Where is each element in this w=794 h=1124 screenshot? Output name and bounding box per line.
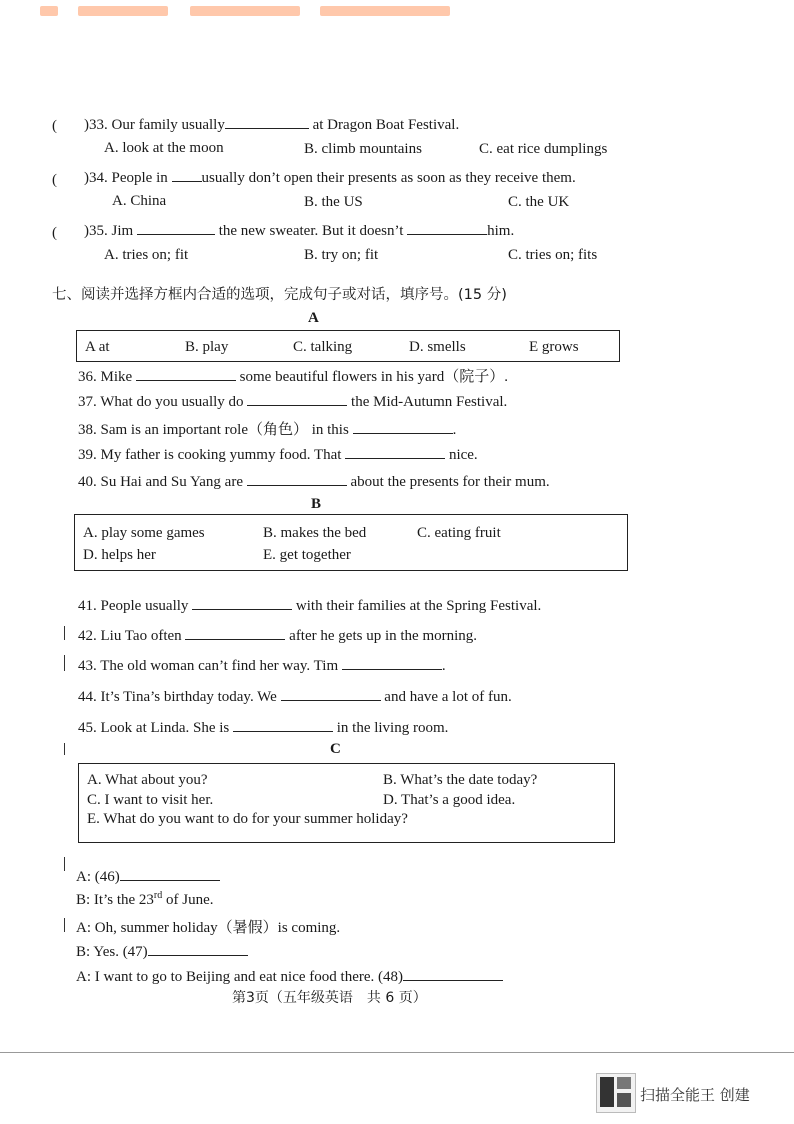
option-a: A. tries on; fit: [104, 247, 189, 263]
question-39: 39. My father is cooking yummy food. That nice.: [78, 444, 478, 464]
section-heading: 七、阅读并选择方框内合适的选项，完成句子或对话，填序号。(15 分): [52, 287, 507, 303]
answer-blank[interactable]: [185, 625, 285, 640]
option-c: C. the UK: [508, 194, 570, 210]
footer-divider: [0, 1052, 794, 1053]
question-42: 42. Liu Tao often after he gets up in the morning.: [78, 625, 477, 645]
scan-edge-mark: [64, 743, 65, 755]
answer-blank[interactable]: [137, 220, 215, 235]
question-37: 37. What do you usually do the Mid-Autumn Festival.: [78, 391, 507, 411]
answer-blank[interactable]: [172, 167, 202, 182]
option-box-a: [76, 330, 620, 362]
dialog-line-2: B: It’s the 23rd of June.: [76, 890, 214, 908]
question-44: 44. It’s Tina’s birthday today. We and have a lot of fun.: [78, 686, 512, 706]
option-a: A. look at the moon: [104, 140, 224, 156]
question-40: 40. Su Hai and Su Yang are about the presents for their mum.: [78, 471, 550, 491]
box-option: D. That’s a good idea.: [383, 792, 516, 808]
option-a: A. China: [112, 193, 167, 209]
option-box-b: [74, 514, 628, 571]
box-option: D. smells: [409, 339, 466, 355]
answer-paren: (: [52, 225, 57, 241]
box-option: C. talking: [293, 339, 353, 355]
answer-blank[interactable]: [353, 419, 453, 434]
answer-blank[interactable]: [281, 686, 381, 701]
box-b-label: B: [311, 496, 322, 512]
option-c: C. tries on; fits: [508, 247, 598, 263]
page-number: 第3页（五年级英语 共 6 页）: [232, 990, 427, 1006]
option-b: B. try on; fit: [304, 247, 379, 263]
question-35: )35. Jim the new sweater. But it doesn’t him.: [84, 220, 514, 240]
box-option: A. play some games: [83, 525, 205, 541]
scan-edge-mark: [64, 655, 65, 671]
box-option: A at: [85, 339, 110, 355]
header-residue: [40, 6, 460, 16]
dialog-line-47: B: Yes. (47): [76, 941, 248, 961]
answer-blank[interactable]: [345, 444, 445, 459]
question-41: 41. People usually with their families at the Spring Festival.: [78, 595, 541, 615]
box-option: B. play: [185, 339, 229, 355]
answer-blank[interactable]: [407, 220, 487, 235]
question-33: )33. Our family usually at Dragon Boat Festival.: [84, 114, 459, 134]
answer-blank[interactable]: [403, 966, 503, 981]
answer-paren: (: [52, 118, 57, 134]
answer-blank[interactable]: [247, 471, 347, 486]
scanner-watermark: 扫描全能王 创建: [640, 1086, 750, 1104]
box-c-label: C: [330, 741, 341, 757]
answer-blank[interactable]: [342, 655, 442, 670]
question-45: 45. Look at Linda. She is in the living room.: [78, 717, 448, 737]
question-43: 43. The old woman can’t find her way. Tim .: [78, 655, 446, 675]
box-option: E grows: [529, 339, 579, 355]
box-option: C. I want to visit her.: [87, 792, 214, 808]
question-36: 36. Mike some beautiful flowers in his yard（院子）.: [78, 365, 508, 386]
answer-blank[interactable]: [247, 391, 347, 406]
box-option: B. makes the bed: [263, 525, 367, 541]
box-option: A. What about you?: [87, 772, 208, 788]
scan-edge-mark: [64, 857, 65, 871]
question-38: 38. Sam is an important role（角色） in this .: [78, 418, 456, 439]
answer-blank[interactable]: [136, 366, 236, 381]
option-c: C. eat rice dumplings: [479, 141, 608, 157]
box-option: E. What do you want to do for your summer holiday?: [87, 811, 408, 827]
question-34: )34. People in usually don’t open their presents as soon as they receive them.: [84, 167, 576, 187]
answer-blank[interactable]: [233, 717, 333, 732]
scanner-logo-icon: [596, 1073, 636, 1113]
option-box-c: [78, 763, 615, 843]
box-a-label: A: [308, 310, 319, 326]
answer-blank[interactable]: [148, 941, 248, 956]
option-b: B. the US: [304, 194, 363, 210]
answer-blank[interactable]: [120, 866, 220, 881]
box-option: E. get together: [263, 547, 351, 563]
answer-blank[interactable]: [192, 595, 292, 610]
box-option: C. eating fruit: [417, 525, 501, 541]
dialog-line-48: A: I want to go to Beijing and eat nice food there. (48): [76, 966, 503, 986]
answer-blank[interactable]: [225, 114, 309, 129]
dialog-line-3: A: Oh, summer holiday（暑假）is coming.: [76, 920, 341, 936]
scan-edge-mark: [64, 918, 65, 932]
box-option: D. helps her: [83, 547, 156, 563]
option-b: B. climb mountains: [304, 141, 422, 157]
answer-paren: (: [52, 172, 57, 188]
dialog-line-46: A: (46): [76, 866, 220, 886]
box-option: B. What’s the date today?: [383, 772, 538, 788]
scan-edge-mark: [64, 626, 65, 640]
